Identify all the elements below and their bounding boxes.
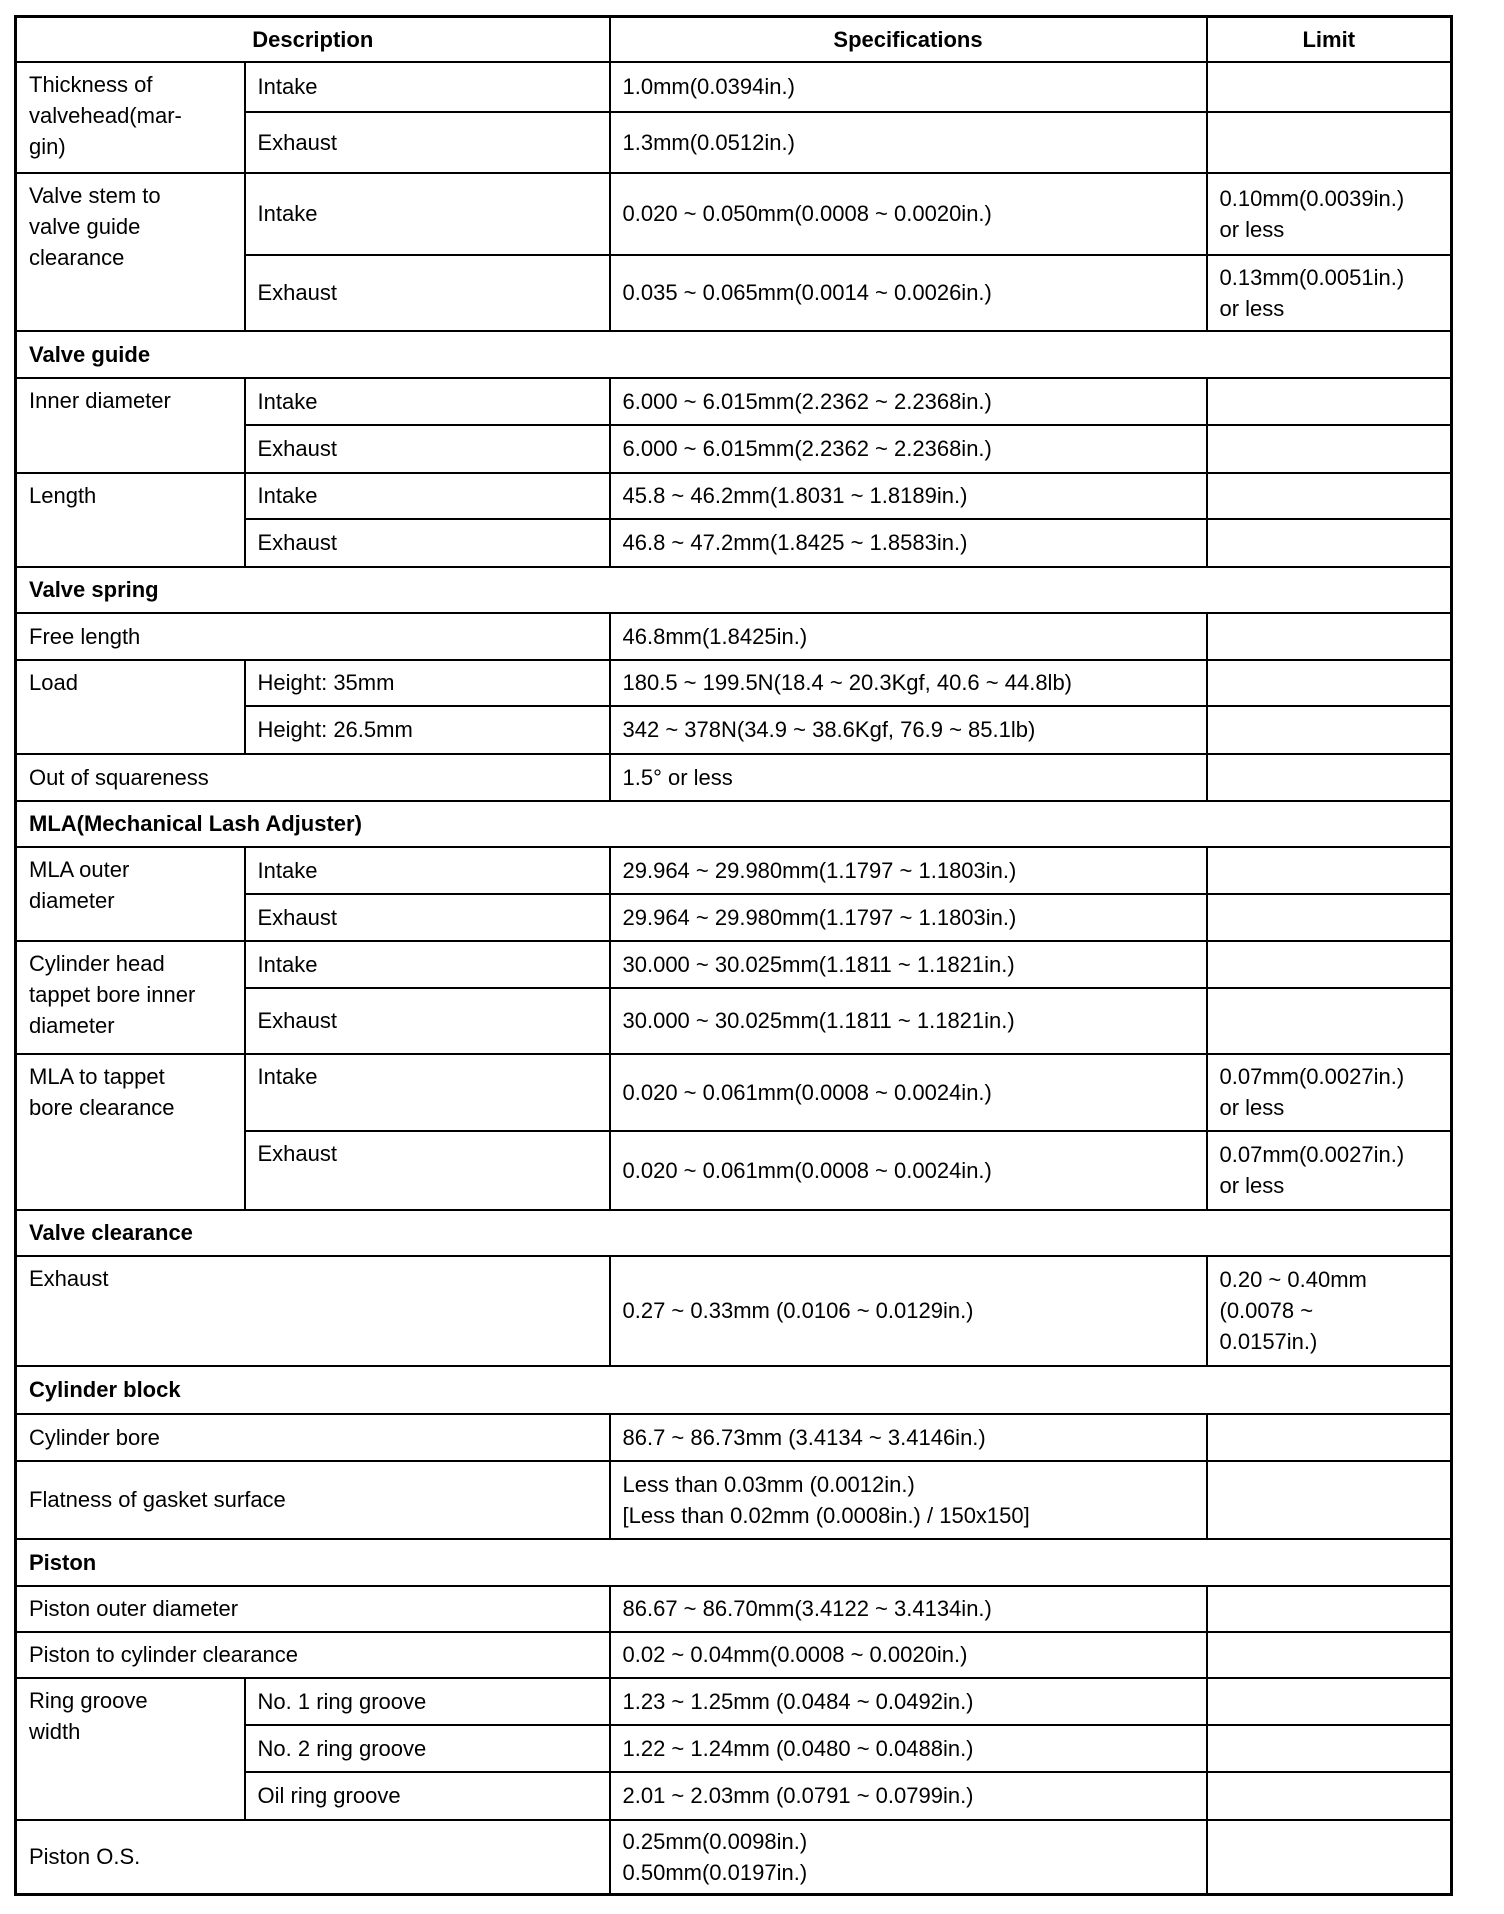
table-cell: 180.5 ~ 199.5N(18.4 ~ 20.3Kgf, 40.6 ~ 44.8lb) xyxy=(610,660,1207,706)
table-cell xyxy=(1207,847,1452,894)
table-cell: Height: 35mm xyxy=(245,660,610,706)
table-cell xyxy=(1207,473,1452,519)
section-title: Valve clearance xyxy=(16,1210,1452,1256)
table-cell xyxy=(1207,754,1452,801)
table-row xyxy=(16,1632,1452,1678)
table-cell: 29.964 ~ 29.980mm(1.1797 ~ 1.1803in.) xyxy=(610,847,1207,894)
table-row xyxy=(16,473,1452,519)
table-cell xyxy=(1207,1586,1452,1632)
table-cell xyxy=(1207,1820,1452,1895)
table-cell: 30.000 ~ 30.025mm(1.1811 ~ 1.1821in.) xyxy=(610,941,1207,988)
table-cell: 0.020 ~ 0.061mm(0.0008 ~ 0.0024in.) xyxy=(610,1054,1207,1131)
table-cell: 29.964 ~ 29.980mm(1.1797 ~ 1.1803in.) xyxy=(610,894,1207,941)
table-cell: Valve stem to valve guide clearance xyxy=(16,173,245,331)
table-cell: 0.10mm(0.0039in.) or less xyxy=(1207,173,1452,255)
table-cell: Piston to cylinder clearance xyxy=(16,1632,610,1678)
table-row xyxy=(16,1586,1452,1632)
table-cell xyxy=(1207,62,1452,112)
table-cell: 1.3mm(0.0512in.) xyxy=(610,112,1207,173)
table-cell: Exhaust xyxy=(245,255,610,331)
table-cell: Exhaust xyxy=(245,112,610,173)
table-cell xyxy=(1207,894,1452,941)
table-cell: 1.5° or less xyxy=(610,754,1207,801)
table-row xyxy=(16,1256,1452,1366)
section-header-row xyxy=(16,1366,1452,1414)
table-cell: Piston outer diameter xyxy=(16,1586,610,1632)
table-cell: Free length xyxy=(16,613,610,660)
table-row xyxy=(16,1820,1452,1895)
table-cell: Flatness of gasket surface xyxy=(16,1461,610,1539)
table-cell xyxy=(1207,988,1452,1054)
table-cell: 0.02 ~ 0.04mm(0.0008 ~ 0.0020in.) xyxy=(610,1632,1207,1678)
table-cell: 6.000 ~ 6.015mm(2.2362 ~ 2.2368in.) xyxy=(610,378,1207,425)
table-cell: Intake xyxy=(245,1054,610,1131)
table-cell: Intake xyxy=(245,473,610,519)
table-cell xyxy=(1207,519,1452,567)
table-cell: Piston O.S. xyxy=(16,1820,610,1895)
table-cell: 46.8mm(1.8425in.) xyxy=(610,613,1207,660)
table-cell: 86.67 ~ 86.70mm(3.4122 ~ 3.4134in.) xyxy=(610,1586,1207,1632)
section-header-row xyxy=(16,331,1452,378)
table-cell: 30.000 ~ 30.025mm(1.1811 ~ 1.1821in.) xyxy=(610,988,1207,1054)
table-cell: MLA to tappet bore clearance xyxy=(16,1054,245,1210)
table-cell: Intake xyxy=(245,173,610,255)
table-cell xyxy=(1207,941,1452,988)
table-cell: 0.13mm(0.0051in.) or less xyxy=(1207,255,1452,331)
table-cell: 0.020 ~ 0.061mm(0.0008 ~ 0.0024in.) xyxy=(610,1131,1207,1210)
table-row xyxy=(16,660,1452,706)
table-row xyxy=(16,62,1452,112)
table-cell: 1.0mm(0.0394in.) xyxy=(610,62,1207,112)
table-cell: Exhaust xyxy=(245,425,610,473)
section-title: MLA(Mechanical Lash Adjuster) xyxy=(16,801,1452,847)
table-cell: Intake xyxy=(245,847,610,894)
table-row xyxy=(16,1414,1452,1461)
table-row xyxy=(16,1678,1452,1725)
table-cell xyxy=(1207,112,1452,173)
table-cell xyxy=(1207,1772,1452,1820)
table-row xyxy=(16,941,1452,988)
table-cell: 45.8 ~ 46.2mm(1.8031 ~ 1.8189in.) xyxy=(610,473,1207,519)
table-cell: Oil ring groove xyxy=(245,1772,610,1820)
table-cell: 1.22 ~ 1.24mm (0.0480 ~ 0.0488in.) xyxy=(610,1725,1207,1772)
table-cell: Height: 26.5mm xyxy=(245,706,610,754)
table-row xyxy=(16,173,1452,255)
table-cell: 0.07mm(0.0027in.) or less xyxy=(1207,1131,1452,1210)
table-cell: 0.25mm(0.0098in.) 0.50mm(0.0197in.) xyxy=(610,1820,1207,1895)
table-cell: Exhaust xyxy=(245,1131,610,1210)
table-cell: Ring groove width xyxy=(16,1678,245,1820)
table-cell: Exhaust xyxy=(245,988,610,1054)
section-title: Piston xyxy=(16,1539,1452,1586)
table-cell: No. 2 ring groove xyxy=(245,1725,610,1772)
table-cell: Intake xyxy=(245,378,610,425)
section-header-row xyxy=(16,1539,1452,1586)
table-cell xyxy=(1207,378,1452,425)
table-cell: 2.01 ~ 2.03mm (0.0791 ~ 0.0799in.) xyxy=(610,1772,1207,1820)
table-cell xyxy=(1207,1632,1452,1678)
table-cell: 0.035 ~ 0.065mm(0.0014 ~ 0.0026in.) xyxy=(610,255,1207,331)
section-title: Cylinder block xyxy=(16,1366,1452,1414)
table-cell: No. 1 ring groove xyxy=(245,1678,610,1725)
table-cell: 46.8 ~ 47.2mm(1.8425 ~ 1.8583in.) xyxy=(610,519,1207,567)
table-cell: MLA outer diameter xyxy=(16,847,245,941)
table-row xyxy=(16,1054,1452,1131)
specification-table xyxy=(14,15,1453,1896)
table-cell xyxy=(1207,425,1452,473)
table-header-row xyxy=(16,17,1452,62)
table-cell: Cylinder head tappet bore inner diameter xyxy=(16,941,245,1054)
table-cell: Exhaust xyxy=(245,519,610,567)
table-cell: 1.23 ~ 1.25mm (0.0484 ~ 0.0492in.) xyxy=(610,1678,1207,1725)
table-cell xyxy=(1207,1725,1452,1772)
table-cell xyxy=(1207,660,1452,706)
section-title: Valve spring xyxy=(16,567,1452,613)
table-cell: Inner diameter xyxy=(16,378,245,473)
table-cell: Load xyxy=(16,660,245,754)
table-cell: 86.7 ~ 86.73mm (3.4134 ~ 3.4146in.) xyxy=(610,1414,1207,1461)
table-cell xyxy=(1207,1414,1452,1461)
table-cell: Intake xyxy=(245,941,610,988)
table-cell: 0.07mm(0.0027in.) or less xyxy=(1207,1054,1452,1131)
table-cell: Cylinder bore xyxy=(16,1414,610,1461)
table-cell: 0.020 ~ 0.050mm(0.0008 ~ 0.0020in.) xyxy=(610,173,1207,255)
header-limit: Limit xyxy=(1207,17,1452,62)
table-cell: Exhaust xyxy=(245,894,610,941)
section-title: Valve guide xyxy=(16,331,1452,378)
header-specifications: Specifications xyxy=(610,17,1207,62)
header-description: Description xyxy=(16,17,610,62)
table-row xyxy=(16,613,1452,660)
table-cell: 0.20 ~ 0.40mm (0.0078 ~ 0.0157in.) xyxy=(1207,1256,1452,1366)
table-cell: Length xyxy=(16,473,245,567)
table-cell xyxy=(1207,1678,1452,1725)
table-cell: Exhaust xyxy=(16,1256,610,1366)
section-header-row xyxy=(16,801,1452,847)
table-cell: Less than 0.03mm (0.0012in.) [Less than 0.02mm (0.0008in.) / 150x150] xyxy=(610,1461,1207,1539)
section-header-row xyxy=(16,1210,1452,1256)
table-cell xyxy=(1207,1461,1452,1539)
table-cell xyxy=(1207,706,1452,754)
table-row xyxy=(16,378,1452,425)
table-row xyxy=(16,847,1452,894)
table-cell: Intake xyxy=(245,62,610,112)
table-row xyxy=(16,754,1452,801)
table-cell: 0.27 ~ 0.33mm (0.0106 ~ 0.0129in.) xyxy=(610,1256,1207,1366)
table-row xyxy=(16,1461,1452,1539)
table-cell: Out of squareness xyxy=(16,754,610,801)
table-cell xyxy=(1207,613,1452,660)
table-cell: Thickness of valvehead(mar- gin) xyxy=(16,62,245,173)
section-header-row xyxy=(16,567,1452,613)
table-cell: 342 ~ 378N(34.9 ~ 38.6Kgf, 76.9 ~ 85.1lb) xyxy=(610,706,1207,754)
table-cell: 6.000 ~ 6.015mm(2.2362 ~ 2.2368in.) xyxy=(610,425,1207,473)
